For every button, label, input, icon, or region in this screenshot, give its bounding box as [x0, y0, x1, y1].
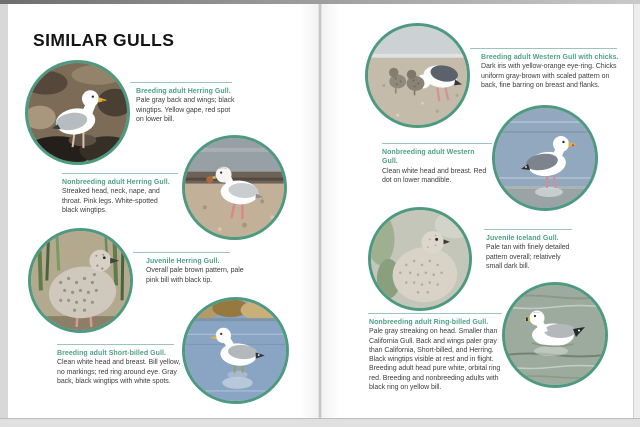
- entry-body: Clean white head and breast. Red dot on lower mandible.: [382, 167, 487, 184]
- gull-entry: [62, 178, 170, 215]
- entry-heading: Juvenile Herring Gull.: [146, 258, 220, 265]
- gull-entry: [136, 87, 236, 124]
- entry-body: Pale gray back and wings; black wingtips. Yellow gape, red spot on lower bill.: [136, 97, 235, 123]
- nonbreeding-ring-billed-gull-photo: [502, 282, 608, 388]
- entry-body: Dark iris with yellow-orange eye-ring. Chicks uniform gray-brown with scaled pattern on back, fine barring on breast and flanks.: [481, 63, 617, 89]
- breeding-short-billed-gull-photo: [182, 297, 289, 404]
- nonbreeding-western-gull-photo: [492, 105, 598, 211]
- entry-body: Overall pale brown pattern, pale pink bill with black tip.: [146, 267, 244, 284]
- breeding-herring-gull-photo: [25, 60, 130, 165]
- entry-heading: Breeding adult Short-billed Gull.: [57, 350, 166, 357]
- leader-rule: [130, 82, 232, 83]
- nonbreeding-herring-gull-photo: [182, 135, 287, 240]
- leader-rule: [382, 143, 492, 144]
- entry-body: Pale tan with finely detailed pattern overall; relatively small dark bill.: [486, 244, 570, 270]
- entry-heading: Nonbreeding adult Ring-billed Gull.: [369, 319, 489, 326]
- western-gull-with-chicks-photo: [365, 23, 470, 128]
- entry-body: Streaked head, neck, nape, and throat. Pink legs. White-spotted black wingtips.: [62, 188, 160, 214]
- leader-rule: [57, 344, 174, 345]
- page-right-edge: [633, 4, 640, 418]
- leader-rule: [62, 173, 178, 174]
- page-title: SIMILAR GULLS: [33, 30, 175, 50]
- leader-rule: [484, 229, 572, 230]
- juvenile-iceland-gull-photo: [368, 207, 472, 311]
- book-spine: [300, 4, 340, 418]
- leader-rule: [470, 48, 617, 49]
- entry-heading: Nonbreeding adult Herring Gull.: [62, 179, 170, 186]
- entry-heading: Breeding adult Western Gull with chicks.: [481, 54, 619, 61]
- entry-heading: Breeding adult Herring Gull.: [136, 88, 231, 95]
- entry-body: Pale gray streaking on head. Smaller than California Gull. Back and wings paler gray than California, Short-billed, and Herring. Black wingtips visible at rest and in flight. Breeding adult head pure white, orbital ring red. Breeding and nonbreeding adults with black ring on yellow bill.: [369, 328, 501, 392]
- juvenile-herring-gull-photo: [28, 228, 133, 333]
- entry-heading: Nonbreeding adult Western Gull.: [382, 149, 475, 166]
- entry-body: Clean white head and breast. Bill yellow, no markings; red ring around eye. Gray back, black wingtips with white spots.: [57, 359, 181, 385]
- leader-rule: [368, 313, 502, 314]
- gull-entry: [369, 318, 506, 392]
- gull-entry: [146, 257, 246, 285]
- leader-rule: [133, 252, 230, 253]
- gull-entry: [486, 234, 578, 271]
- gull-entry: [382, 148, 488, 185]
- entry-heading: Juvenile Iceland Gull.: [486, 235, 559, 242]
- gull-entry: [57, 349, 183, 386]
- gull-entry: [481, 53, 626, 90]
